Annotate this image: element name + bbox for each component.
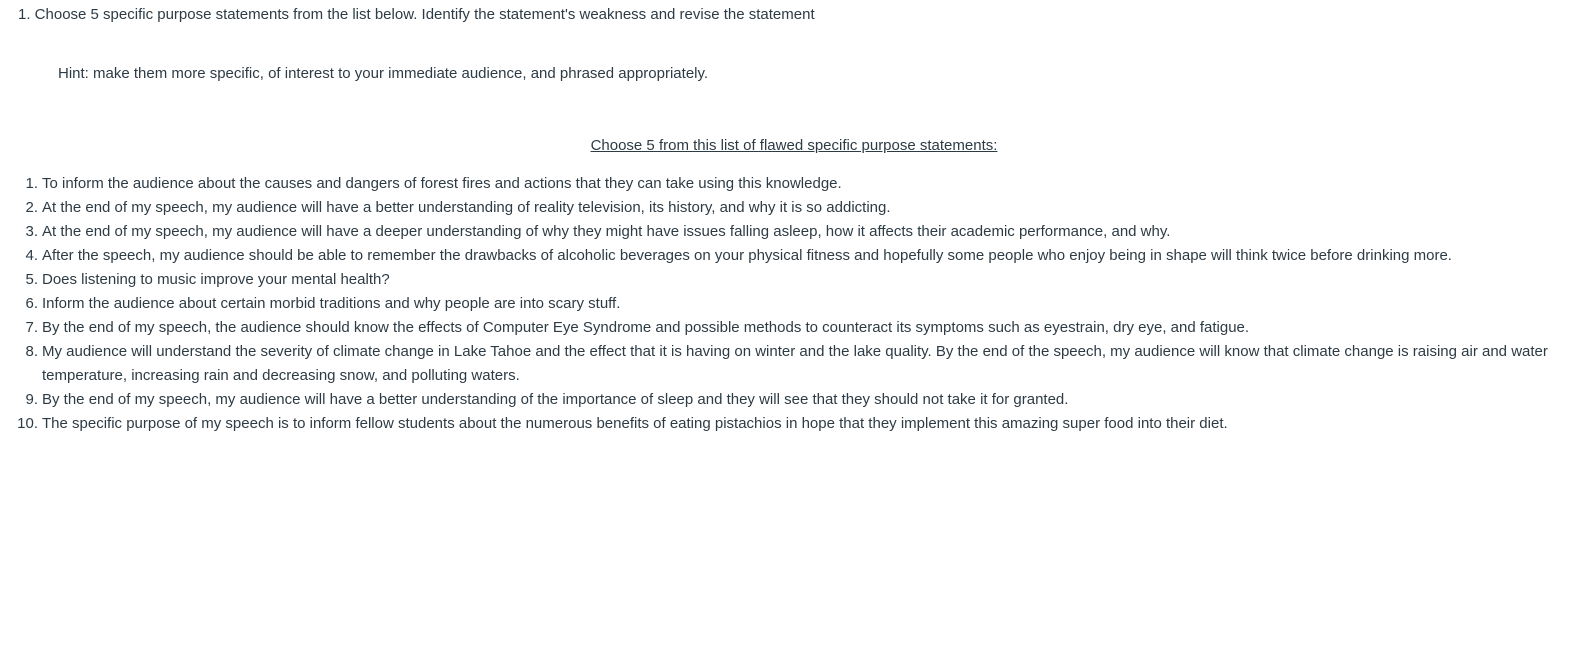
list-item-number: 6. [25,295,38,312]
list-item-text: After the speech, my audience should be able to remember the drawbacks of alcoholic beverages on your physical fitness and hopefully some people who enjoy being in shape will think twice before drinking more. [42,247,1452,264]
list-item [17,412,1562,436]
list-item-number: 4. [25,247,38,264]
list-item [25,388,1562,412]
list-heading-text: Choose 5 from this list of flawed specific purpose statements: [590,137,998,154]
list-item-number: 8. [25,343,38,360]
list-item-number: 3. [25,223,38,240]
list-item-text: Inform the audience about certain morbid traditions and why people are into scary stuff. [42,295,621,312]
list-item [25,220,1562,244]
list-heading [0,136,1584,156]
list-item-text: Does listening to music improve your mental health? [42,271,390,288]
list-item-text: At the end of my speech, my audience will have a better understanding of reality television, its history, and why it is so addicting. [42,199,891,216]
list-item [25,172,1562,196]
list-item-text: The specific purpose of my speech is to inform fellow students about the numerous benefits of eating pistachios in hope that they implement this amazing super food into their diet. [42,415,1228,432]
list-item [25,268,1562,292]
list-item [25,244,1562,268]
list-item-text: By the end of my speech, my audience will have a better understanding of the importance of sleep and they will see that they should not take it for granted. [42,391,1069,408]
list-item-number: 7. [25,319,38,336]
list-item-number: 10. [17,415,38,432]
list-item-number: 5. [25,271,38,288]
list-item [25,292,1562,316]
list-item-number: 2. [25,199,38,216]
list-item [25,316,1562,340]
list-item [25,340,1562,388]
list-item-number: 1. [25,175,38,192]
question-prompt: 1. Choose 5 specific purpose statements from the list below. Identify the statement's weakness and revise the statement [18,6,815,23]
list-item-text: At the end of my speech, my audience will have a deeper understanding of why they might have issues falling asleep, how it affects their academic performance, and why. [42,223,1171,240]
hint-text: Hint: make them more specific, of interest to your immediate audience, and phrased appropriately. [58,65,709,82]
statement-list [17,172,1562,436]
list-item [25,196,1562,220]
list-item-text: My audience will understand the severity of climate change in Lake Tahoe and the effect that it is having on winter and the lake quality. By the end of the speech, my audience will know that climate change is raising air and water temperature, increasing rain and decreasing snow, and polluting waters. [42,343,1548,384]
list-item-number: 9. [25,391,38,408]
list-item-text: To inform the audience about the causes and dangers of forest fires and actions that they can take using this knowledge. [42,175,842,192]
list-item-text: By the end of my speech, the audience should know the effects of Computer Eye Syndrome and possible methods to counteract its symptoms such as eyestrain, dry eye, and fatigue. [42,319,1250,336]
